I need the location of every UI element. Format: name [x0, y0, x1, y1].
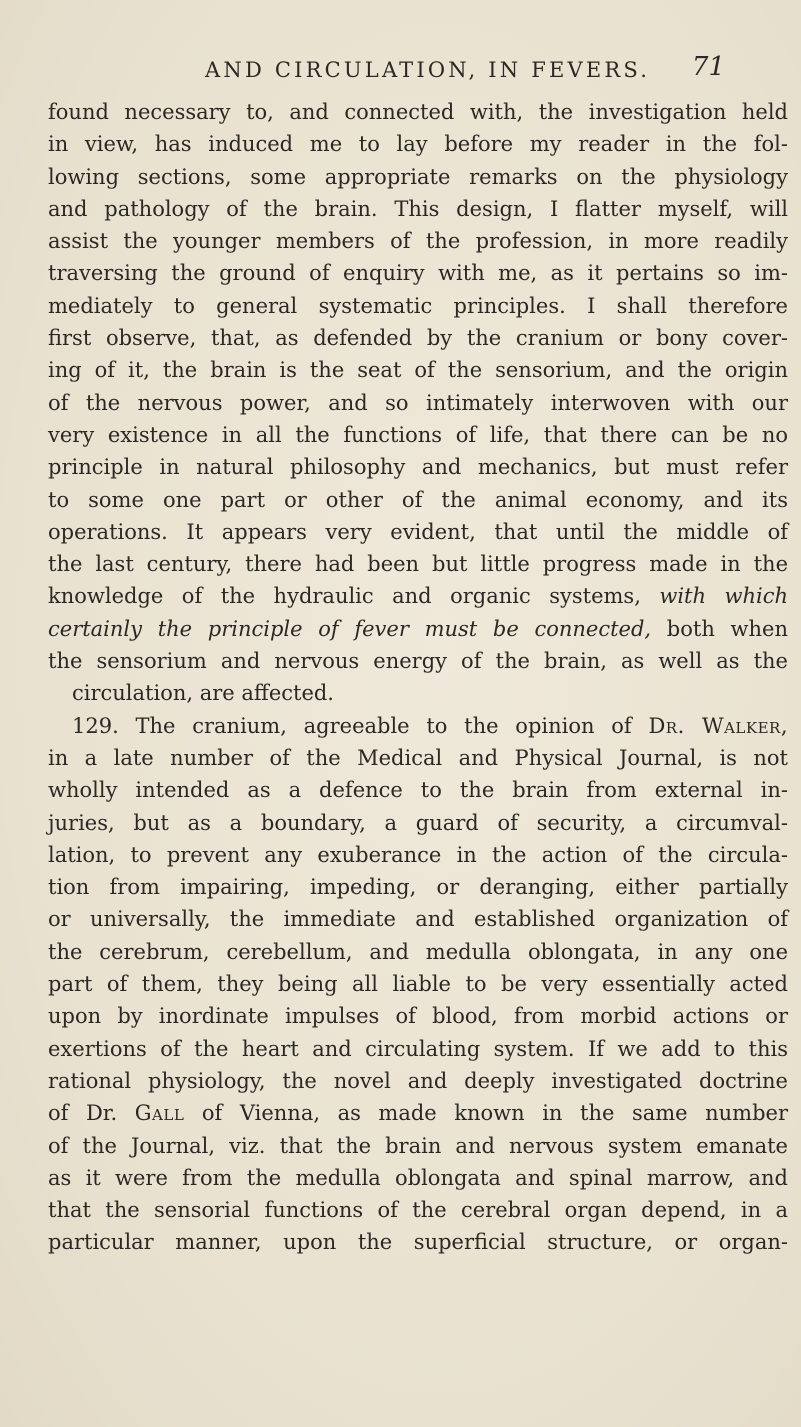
text-line: of the Journal, viz. that the brain and nervous system emanate	[48, 1133, 788, 1158]
author-name: Gall	[134, 1101, 185, 1126]
text-line: mediately to general systematic principles. I shall therefore	[48, 293, 788, 318]
text-line	[48, 1097, 788, 1129]
text-line	[48, 613, 788, 645]
text-line: the sensorium and nervous energy of the brain, as well as the	[48, 649, 788, 674]
author-name: Dr. Walker,	[648, 713, 788, 738]
text-line: wholly intended as a defence to the brain from external in-	[48, 778, 788, 803]
text-line: assist the younger members of the profession, in more readily	[48, 229, 788, 254]
running-head: AND CIRCULATION, IN FEVERS.	[205, 58, 651, 82]
text-line: in a late number of the Medical and Physical Journal, is not	[48, 745, 788, 770]
text-segment: of Dr.	[48, 1101, 118, 1126]
text-line: found necessary to, and connected with, the investigation held	[48, 100, 788, 124]
text-line: rational physiology, the novel and deeply investigated doctrine	[48, 1068, 788, 1093]
text-line: the cerebrum, cerebellum, and medulla oblongata, in any one	[48, 939, 788, 964]
text-line: exertions of the heart and circulating system. If we add to this	[48, 1036, 788, 1061]
text-line	[48, 580, 788, 612]
paragraph-start	[48, 710, 788, 742]
page-header	[205, 52, 725, 92]
text-line: and pathology of the brain. This design, I flatter myself, will	[48, 196, 788, 221]
text-line: traversing the ground of enquiry with me, as it pertains so im-	[48, 261, 788, 286]
text-line: tion from impairing, impeding, or deranging, either partially	[48, 875, 788, 900]
text-line: lowing sections, some appropriate remarks on the physiology	[48, 164, 788, 189]
text-line: in view, has induced me to lay before my reader in the fol-	[48, 132, 788, 157]
text-line: of the nervous power, and so intimately interwoven with our	[48, 390, 788, 415]
text-line: upon by inordinate impulses of blood, from morbid actions or	[48, 1004, 788, 1029]
text-line: operations. It appears very evident, that until the middle of	[48, 519, 788, 544]
text-line: circulation, are affected.	[72, 681, 334, 706]
text-segment: The cranium, agreeable to the opinion of	[135, 713, 632, 738]
text-line: part of them, they being all liable to be very essentially acted	[48, 972, 788, 997]
text-line: first observe, that, as defended by the cranium or bony cover-	[48, 326, 788, 351]
text-line: ing of it, the brain is the seat of the sensorium, and the origin	[48, 358, 788, 383]
text-line: juries, but as a boundary, a guard of security, a circumval-	[48, 810, 788, 835]
body-text	[48, 96, 788, 1259]
text-segment: both when	[666, 616, 788, 641]
text-line: very existence in all the functions of life, that there can be no	[48, 422, 788, 447]
page-number: 71	[691, 52, 725, 82]
text-segment: knowledge of the hydraulic and organic systems,	[48, 584, 641, 609]
text-line: lation, to prevent any exuberance in the action of the circula-	[48, 842, 788, 867]
text-line: that the sensorial functions of the cerebral organ depend, in a	[48, 1198, 788, 1223]
text-line: the last century, there had been but little progress made in the	[48, 552, 788, 577]
text-line: principle in natural philosophy and mechanics, but must refer	[48, 455, 788, 480]
text-line: to some one part or other of the animal economy, and its	[48, 487, 788, 512]
paragraph-number: 129.	[72, 713, 119, 738]
text-segment: of Vienna, as made known in the same number	[201, 1101, 789, 1126]
text-line: particular manner, upon the superficial structure, or organ-	[48, 1230, 788, 1255]
italic-phrase: certainly the principle of fever must be connected,	[48, 616, 652, 641]
italic-phrase: with which	[659, 584, 788, 609]
text-line: as it were from the medulla oblongata and spinal marrow, and	[48, 1165, 788, 1190]
text-line: or universally, the immediate and established organization of	[48, 907, 788, 932]
